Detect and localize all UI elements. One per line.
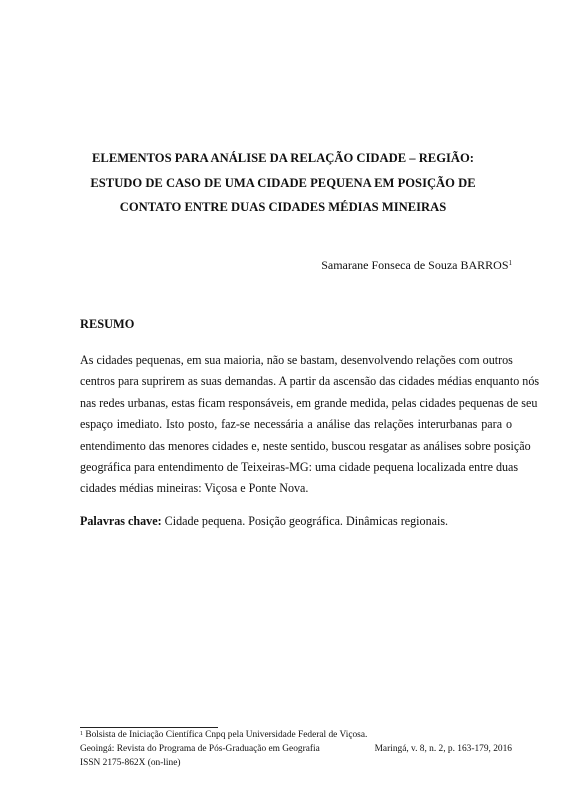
author-line [321,257,512,273]
footer-citation: Maringá, v. 8, n. 2, p. 163-179, 2016 [374,744,512,754]
footer-journal-info [80,742,320,770]
abstract-body [80,350,540,500]
title-line: CONTATO ENTRE DUAS CIDADES MÉDIAS MINEIRAS [119,200,447,214]
footnote [80,729,367,741]
title-line: ESTUDO DE CASO DE UMA CIDADE PEQUENA EM POSIÇÃO DE [90,175,476,190]
abstract-line: As cidades pequenas, em sua maioria, não se bastam, desenvolvendo relações com outros [80,353,513,367]
keywords-label: Palavras chave: [80,514,162,528]
abstract-line: geográfica para entendimento de Teixeiras-MG: uma cidade pequena localizada entre duas [80,460,519,475]
keywords [80,513,448,529]
footer-journal: Geoingá: Revista do Programa de Pós-Graduação em Geografia [80,744,320,754]
abstract-line: espaço imediato. Isto posto, faz-se necessária a análise das relações interurbanas para o [80,417,512,432]
abstract-line: centros para suprirem as suas demandas. A partir da ascensão das cidades médias enquanto nós [80,374,540,389]
abstract-heading: RESUMO [80,317,135,331]
author-name: Samarane Fonseca de Souza BARROS [321,258,509,272]
abstract-line: nas redes urbanas, estas ficam responsáveis, em grande medida, pelas cidades pequenas de seu [80,395,538,410]
title-line: ELEMENTOS PARA ANÁLISE DA RELAÇÃO CIDADE – REGIÃO: [92,151,474,165]
footnote-divider [80,727,218,728]
author-footnote-mark: 1 [508,259,512,267]
footnote-mark: 1 [80,731,83,737]
abstract-line: entendimento das menores cidades e, neste sentido, buscou resgatar as análises sobre posição [80,438,531,453]
keywords-text: Cidade pequena. Posição geográfica. Dinâmicas regionais. [161,514,449,528]
footnote-text: Bolsista de Iniciação Científica Cnpq pela Universidade Federal de Viçosa. [83,730,368,740]
footer-issn: ISSN 2175-862X (on-line) [80,758,181,768]
abstract-line: cidades médias mineiras: Viçosa e Ponte Nova. [80,481,309,496]
paper-title [70,146,496,220]
